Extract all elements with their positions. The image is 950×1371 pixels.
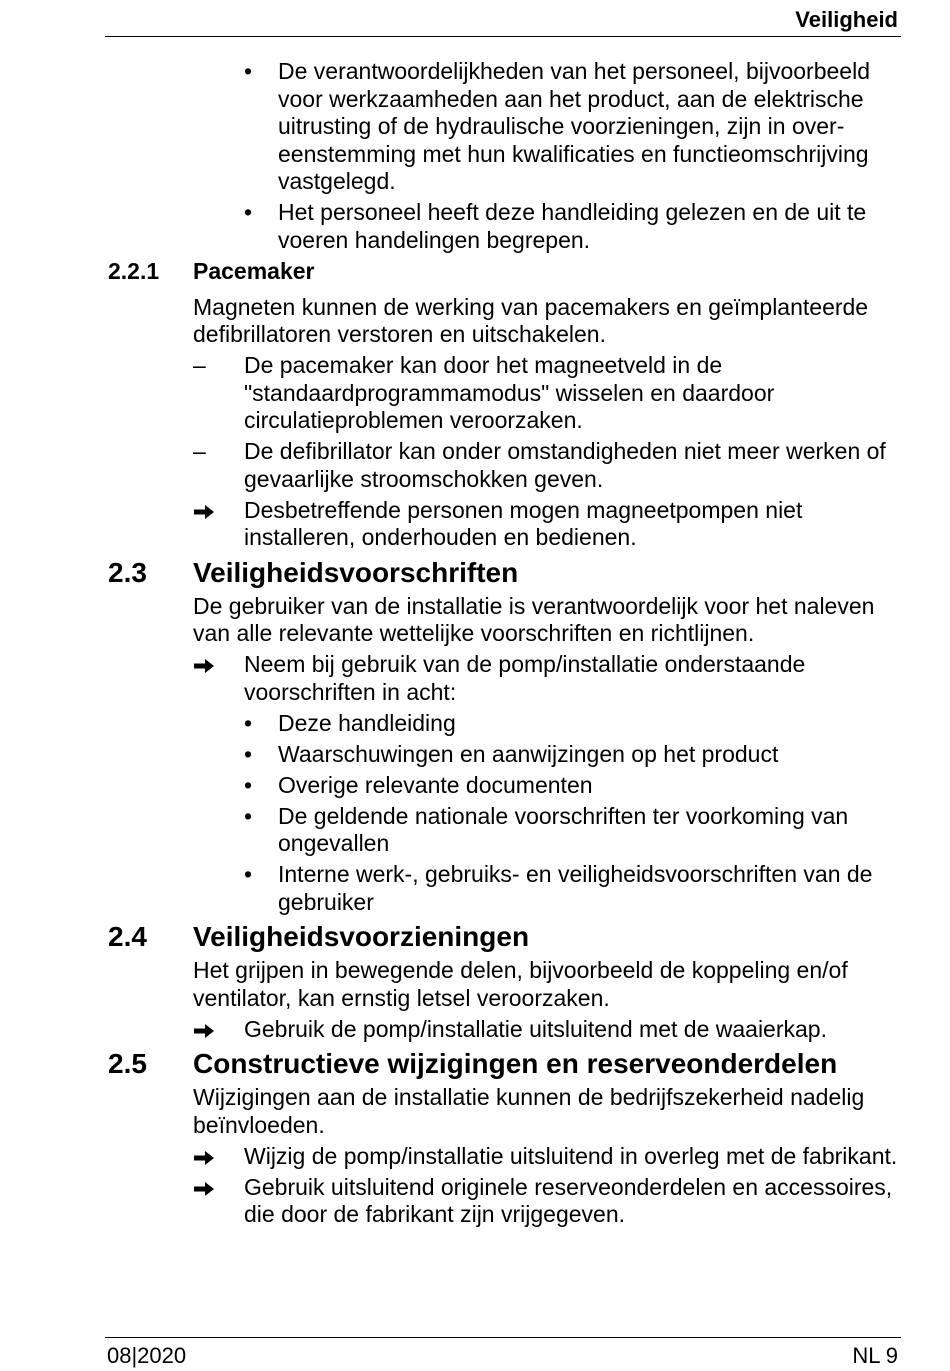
- list-item-text: Interne werk-, gebruiks- en veiligheidsvoorschriften van de gebruiker: [278, 861, 873, 915]
- header-title: Veiligheid: [795, 7, 898, 32]
- section-heading-2-3: [0, 556, 950, 590]
- dash-marker: –: [193, 438, 206, 464]
- section-heading-2-2-1: [0, 258, 950, 285]
- paragraph: De gebruiker van de installatie is verantwoordelijk voor het naleven van alle relevante wettelijke voorschriften en richtlijnen.: [193, 592, 875, 646]
- action-text: Desbetreffende personen mogen magneetpompen niet installeren, onderhouden en bedienen.: [244, 496, 803, 550]
- arrow-right-icon: [193, 651, 215, 674]
- list-item: [0, 803, 950, 858]
- section-number: 2.3: [108, 556, 147, 588]
- list-item: [0, 199, 950, 254]
- action-text: Neem bij gebruik van de pomp/installatie onderstaande voorschriften in acht:: [244, 651, 806, 705]
- action-item: [0, 1143, 950, 1171]
- list-item-text: De defibrillator kan onder omstandigheden niet meer werken of gevaarlijke stroomschokken geven.: [244, 438, 886, 492]
- list-item: [0, 741, 950, 769]
- action-item: [0, 1174, 950, 1229]
- bullet-marker: •: [244, 199, 253, 225]
- bullet-marker: •: [244, 861, 253, 887]
- section-number: 2.4: [108, 921, 147, 952]
- action-text: Wijzig de pomp/installatie uitsluitend in overleg met de fabrikant.: [244, 1142, 898, 1169]
- paragraph: Wijzigingen aan de installatie kunnen de bedrijfszekerheid nadelig beïnvloeden.: [193, 1084, 865, 1138]
- bullet-marker: •: [244, 709, 253, 736]
- action-text: Gebruik uitsluitend originele reserveonderdelen en accessoires, die door de fabrikant zijn vrijgegeven.: [244, 1173, 893, 1227]
- action-item: [0, 497, 950, 552]
- list-item-text: Overige relevante documenten: [278, 771, 593, 798]
- section-heading-2-4: [0, 920, 950, 954]
- section-title: Veiligheidsvoorschriften: [193, 556, 519, 588]
- arrow-right-icon: [193, 1016, 215, 1039]
- dash-marker: –: [193, 352, 206, 378]
- list-item-text: Het personeel heeft deze handleiding gelezen en de uit te voeren handelingen begrepen.: [278, 199, 867, 253]
- list-item-text: Waarschuwingen en aanwijzingen op het product: [278, 740, 779, 767]
- section-title: Constructieve wijzigingen en reserveonderdelen: [193, 1048, 838, 1079]
- section-title: Veiligheidsvoorzieningen: [193, 921, 530, 952]
- page-content: [0, 58, 950, 1232]
- page-footer: [105, 1337, 901, 1371]
- list-item: [0, 438, 950, 493]
- list-item: [0, 352, 950, 435]
- footer-date: 08|2020: [107, 1343, 187, 1368]
- action-text: Gebruik de pomp/installatie uitsluitend met de waaierkap.: [244, 1015, 827, 1042]
- page-number: NL 9: [852, 1343, 898, 1368]
- bullet-marker: •: [244, 58, 253, 84]
- paragraph: Het grijpen in bewegende delen, bijvoorbeeld de koppeling en/of ventilator, kan ernstig letsel veroorzaken.: [193, 957, 848, 1011]
- action-item: [0, 1016, 950, 1044]
- list-item-text: De pacemaker kan door het magneetveld in de "standaardprogrammamodus" wisselen en daardoor circulatieproblemen veroorzaken.: [244, 352, 775, 433]
- list-item: [0, 772, 950, 800]
- list-item-text: Deze handleiding: [278, 709, 456, 736]
- arrow-right-icon: [193, 497, 215, 520]
- section-heading-2-5: [0, 1047, 950, 1081]
- list-item-text: De verantwoordelijkheden van het personeel, bijvoorbeeld voor werkzaamheden aan het product, aan de elektrische uitrusting of de hydraulische voorzieningen, zijn in over-eenstemming met hun kwalificaties en functieomschrijving vastgelegd.: [278, 58, 870, 194]
- section-title: Pacemaker: [193, 257, 315, 284]
- section-number: 2.5: [108, 1048, 147, 1079]
- list-item: [0, 58, 950, 196]
- list-item-text: De geldende nationale voorschriften ter voorkoming van ongevallen: [278, 802, 849, 856]
- bullet-marker: •: [244, 802, 253, 829]
- action-item: [0, 651, 950, 706]
- paragraph: Magneten kunnen de werking van pacemakers en geïmplanteerde defibrillatoren verstoren en uitschakelen.: [193, 293, 869, 347]
- arrow-right-icon: [193, 1174, 215, 1197]
- bullet-marker: •: [244, 740, 253, 767]
- bullet-marker: •: [244, 771, 253, 798]
- section-number: 2.2.1: [108, 257, 160, 284]
- list-item: [0, 710, 950, 738]
- list-item: [0, 861, 950, 916]
- page-header: [105, 0, 901, 37]
- arrow-right-icon: [193, 1143, 215, 1166]
